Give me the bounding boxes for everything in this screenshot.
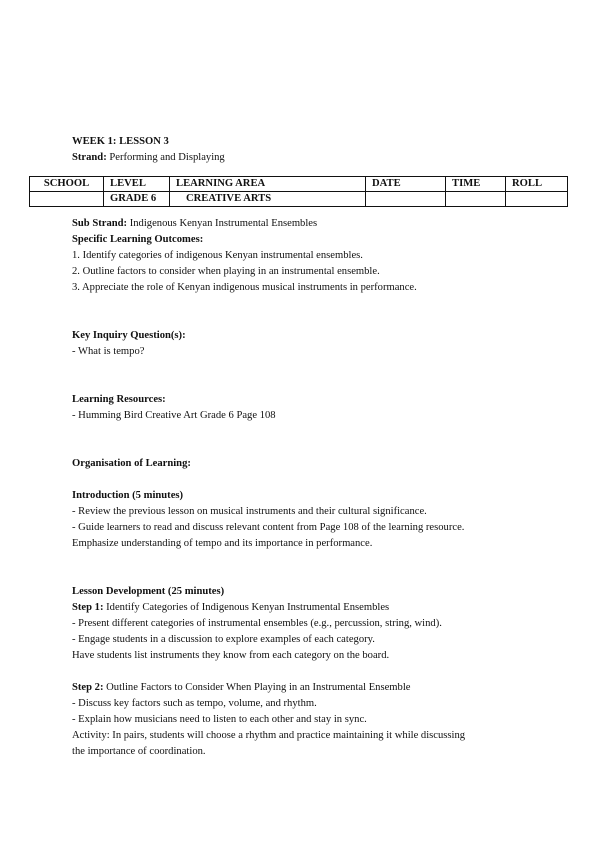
header-cell-roll: ROLL <box>506 177 568 192</box>
week-lesson-title: WEEK 1: LESSON 3 <box>72 136 169 147</box>
header-cell-date: DATE <box>366 177 446 192</box>
step2-line: - Explain how musicians need to listen to each other and stay in sync. <box>72 714 367 725</box>
step1-text: Identify Categories of Indigenous Kenyan Instrumental Ensembles <box>106 602 390 613</box>
resource-item: - Humming Bird Creative Art Grade 6 Page 108 <box>72 410 276 421</box>
step1-label: Step 1: <box>72 602 104 613</box>
header-cell-school: SCHOOL <box>30 177 104 192</box>
outcome-item: 3. Appreciate the role of Kenyan indigenous musical instruments in performance. <box>72 282 417 293</box>
organisation-title: Organisation of Learning: <box>72 458 191 469</box>
step1-line: Have students list instruments they know from each category on the board. <box>72 650 390 661</box>
strand-line <box>72 150 225 166</box>
lesson-meta-table <box>29 176 568 207</box>
cell-school <box>30 192 104 207</box>
header-cell-time: TIME <box>446 177 506 192</box>
introduction-line: - Guide learners to read and discuss relevant content from Page 108 of the learning resource. <box>72 522 465 533</box>
step2-label: Step 2: <box>72 682 104 693</box>
step2-line: - Discuss key factors such as tempo, volume, and rhythm. <box>72 698 317 709</box>
cell-time <box>446 192 506 207</box>
step2-line: Activity: In pairs, students will choose a rhythm and practice maintaining it while discussing <box>72 730 466 741</box>
step2-text: Outline Factors to Consider When Playing in an Instrumental Ensemble <box>106 682 411 693</box>
development-title: Lesson Development (25 minutes) <box>72 586 225 597</box>
sub-strand-label: Sub Strand: <box>72 218 128 229</box>
header-cell-learning-area: LEARNING AREA <box>170 177 366 192</box>
cell-level: GRADE 6 <box>104 192 170 207</box>
step1-line: - Present different categories of instrumental ensembles (e.g., percussion, string, wind). <box>72 618 442 629</box>
lesson-header <box>72 134 225 166</box>
outcome-item: 1. Identify categories of indigenous Kenyan instrumental ensembles. <box>72 250 363 261</box>
outcome-item: 2. Outline factors to consider when playing in an instrumental ensemble. <box>72 266 380 277</box>
lesson-body <box>72 216 542 760</box>
cell-date <box>366 192 446 207</box>
step2-line: the importance of coordination. <box>72 746 206 757</box>
inquiry-title: Key Inquiry Question(s): <box>72 330 186 341</box>
introduction-line: Emphasize understanding of tempo and its importance in performance. <box>72 538 373 549</box>
cell-learning-area: CREATIVE ARTS <box>170 192 366 207</box>
table-header-row <box>30 177 568 192</box>
introduction-title: Introduction (5 minutes) <box>72 490 184 501</box>
step1-line: - Engage students in a discussion to explore examples of each category. <box>72 634 375 645</box>
sub-strand-line <box>72 216 542 232</box>
step2-heading <box>72 680 542 696</box>
step1-heading <box>72 600 542 616</box>
cell-roll <box>506 192 568 207</box>
table-row <box>30 192 568 207</box>
introduction-line: - Review the previous lesson on musical instruments and their cultural significance. <box>72 506 427 517</box>
inquiry-item: - What is tempo? <box>72 346 145 357</box>
sub-strand-value: Indigenous Kenyan Instrumental Ensembles <box>129 218 318 229</box>
outcomes-title: Specific Learning Outcomes: <box>72 234 204 245</box>
strand-label: Strand: <box>72 152 107 163</box>
strand-value: Performing and Displaying <box>109 152 225 163</box>
header-cell-level: LEVEL <box>104 177 170 192</box>
resources-title: Learning Resources: <box>72 394 166 405</box>
